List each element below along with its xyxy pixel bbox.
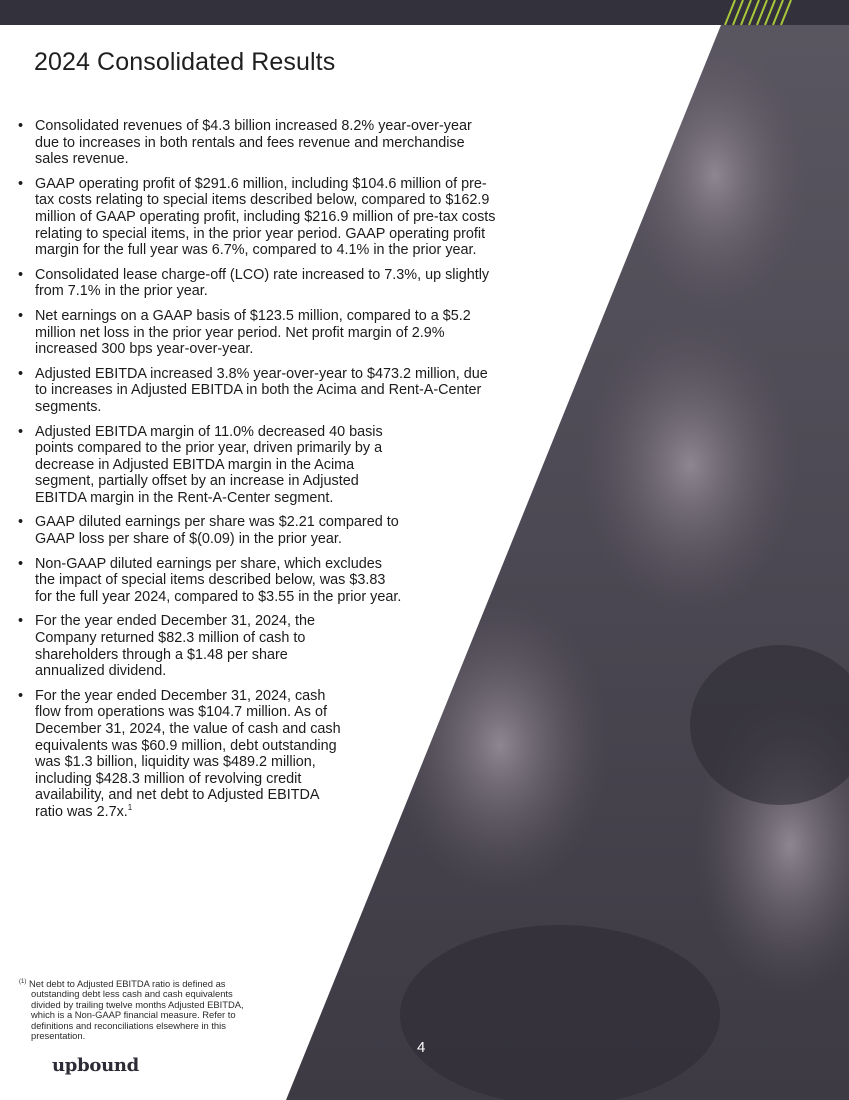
bullet-item xyxy=(18,688,533,821)
bullet-text-line: points compared to the prior year, driven primarily by a xyxy=(35,440,383,457)
bullet-text-line: availability, and net debt to Adjusted EBITDA xyxy=(35,787,320,804)
bullet-item xyxy=(18,514,533,547)
bullet-text-line: GAAP operating profit of $291.6 million, including $104.6 million of pre- xyxy=(35,175,487,192)
bullet-item xyxy=(18,424,533,507)
bullet-text-line: segment, partially offset by an increase in Adjusted xyxy=(35,473,359,490)
footnote xyxy=(19,979,289,1041)
bullet-text-line: for the full year 2024, compared to $3.55 in the prior year. xyxy=(35,588,402,605)
results-bullet-list xyxy=(18,118,533,829)
bullet-text-line: Net earnings on a GAAP basis of $123.5 million, compared to a $5.2 xyxy=(35,307,471,324)
bullet-text-line: Adjusted EBITDA margin of 11.0% decreased 40 basis xyxy=(35,423,383,440)
bullet-text-line: For the year ended December 31, 2024, cash xyxy=(35,687,326,704)
bullet-text-line: segments. xyxy=(35,398,102,415)
footnote-line: presentation. xyxy=(31,1030,86,1042)
footnote-line: Net debt to Adjusted EBITDA ratio is defined as xyxy=(29,978,226,990)
bullet-item xyxy=(18,556,533,606)
footnote-line: outstanding debt less cash and cash equivalents xyxy=(31,988,233,1000)
footnote-line: divided by trailing twelve months Adjusted EBITDA, xyxy=(31,998,244,1010)
bullet-text-line: shareholders through a $1.48 per share xyxy=(35,646,288,663)
bullet-text-line: decrease in Adjusted EBITDA margin in the Acima xyxy=(35,456,355,473)
bullet-item xyxy=(18,267,533,300)
bullet-text-line: tax costs relating to special items described below, compared to $162.9 xyxy=(35,192,490,209)
bullet-text-line: For the year ended December 31, 2024, the xyxy=(35,613,315,630)
bullet-text-line: sales revenue. xyxy=(35,151,129,168)
bullet-text-line: GAAP diluted earnings per share was $2.21 compared to xyxy=(35,514,399,531)
bullet-text-line: Consolidated lease charge-off (LCO) rate increased to 7.3%, up slightly xyxy=(35,266,490,283)
bullet-marker: • xyxy=(18,365,24,382)
upbound-logo: upbound xyxy=(52,1055,139,1076)
bullet-text-line: increased 300 bps year-over-year. xyxy=(35,341,254,358)
bullet-marker: • xyxy=(18,613,24,630)
bullet-text-line: million net loss in the prior year period. Net profit margin of 2.9% xyxy=(35,324,445,341)
bullet-text-line: from 7.1% in the prior year. xyxy=(35,283,208,300)
bullet-text-line: the impact of special items described below, was $3.83 xyxy=(35,572,386,589)
bullet-item xyxy=(18,308,533,358)
bullet-text-line: flow from operations was $104.7 million. As of xyxy=(35,704,327,721)
bullet-text-line: due to increases in both rentals and fees revenue and merchandise xyxy=(35,134,465,151)
page-title: 2024 Consolidated Results xyxy=(34,48,336,76)
footnote-line: which is a Non-GAAP financial measure. Refer to xyxy=(31,1009,236,1021)
footnote-marker: (1) xyxy=(19,978,27,985)
bullet-item xyxy=(18,176,533,259)
bullet-marker: • xyxy=(18,687,24,704)
bullet-marker: • xyxy=(18,266,24,283)
bullet-marker: • xyxy=(18,175,24,192)
bullet-text-line: ratio was 2.7x. xyxy=(35,803,128,820)
bullet-text-line: December 31, 2024, the value of cash and cash xyxy=(35,721,341,737)
bullet-text-line: margin for the full year was 6.7%, compared to 4.1% in the prior year. xyxy=(35,242,477,259)
bullet-marker: • xyxy=(18,423,24,440)
page-number: 4 xyxy=(417,1039,426,1056)
bullet-marker: • xyxy=(18,555,24,572)
bullet-text-line: relating to special items, in the prior year period. GAAP operating profit xyxy=(35,225,486,242)
bullet-item xyxy=(18,118,533,168)
person-face-top xyxy=(620,35,810,315)
bullet-item xyxy=(18,366,533,416)
person-face-middle xyxy=(580,315,800,615)
bullet-text-line: including $428.3 million of revolving credit xyxy=(35,770,302,787)
bullet-text-line: GAAP loss per share of $(0.09) in the prior year. xyxy=(35,531,342,548)
footnote-line: definitions and reconciliations elsewhere in this xyxy=(31,1019,226,1031)
bullet-marker: • xyxy=(18,514,24,531)
bullet-text-line: Non-GAAP diluted earnings per share, which excludes xyxy=(35,555,382,572)
bullet-text-line: EBITDA margin in the Rent-A-Center segment. xyxy=(35,489,334,506)
bullet-text-line: Consolidated revenues of $4.3 billion increased 8.2% year-over-year xyxy=(35,118,472,134)
footnote-text xyxy=(19,979,289,1041)
bullet-text-line: was $1.3 billion, liquidity was $489.2 million, xyxy=(35,754,316,771)
bullet-text-line: Adjusted EBITDA increased 3.8% year-over-year to $473.2 million, due xyxy=(35,365,488,382)
bullet-text-line: million of GAAP operating profit, including $216.9 million of pre-tax costs xyxy=(35,208,496,225)
bullet-text-line: Company returned $82.3 million of cash to xyxy=(35,630,306,647)
bullet-marker: • xyxy=(18,307,24,324)
accent-stripes-decoration xyxy=(719,0,809,25)
bullet-text-line: equivalents was $60.9 million, debt outstanding xyxy=(35,737,337,754)
bullet-text-line: to increases in Adjusted EBITDA in both the Acima and Rent-A-Center xyxy=(35,382,482,399)
footnote-reference: 1 xyxy=(127,803,133,813)
bullet-item xyxy=(18,613,533,679)
bullet-marker: • xyxy=(18,118,24,134)
bullet-text-line: annualized dividend. xyxy=(35,663,167,680)
